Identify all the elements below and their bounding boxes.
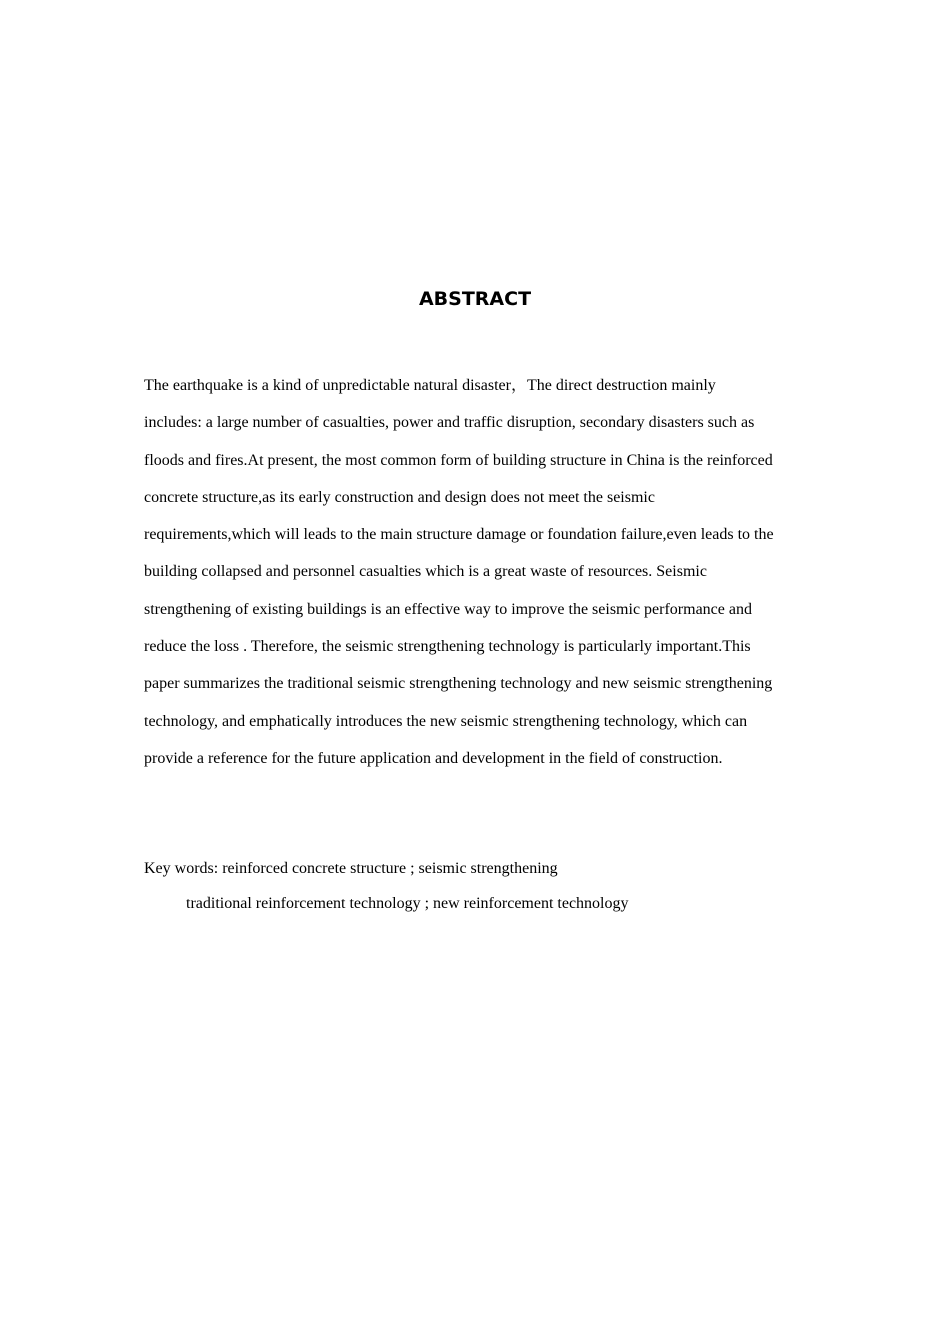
abstract-title: ABSTRACT [418, 288, 532, 310]
abstract-line: provide a reference for the future application and development in the field of construction. [144, 749, 723, 767]
keywords-block [144, 857, 814, 927]
abstract-line: strengthening of existing buildings is an effective way to improve the seismic performance and [144, 600, 752, 618]
abstract-line: includes: a large number of casualties, power and traffic disruption, secondary disasters such as [144, 414, 755, 432]
abstract-line: paper summarizes the traditional seismic strengthening technology and new seismic strengthening [144, 675, 773, 693]
abstract-line: floods and fires.At present, the most common form of building structure in China is the reinforced [144, 451, 773, 469]
abstract-line: requirements,which will leads to the main structure damage or foundation failure,even leads to the [144, 526, 774, 544]
abstract-line: building collapsed and personnel casualties which is a great waste of resources. Seismic [144, 563, 707, 581]
keywords-line-1: Key words: reinforced concrete structure ; seismic strengthening [144, 860, 558, 877]
keywords-line-2: traditional reinforcement technology ; new reinforcement technology [186, 895, 629, 912]
abstract-line: The earthquake is a kind of unpredictable natural disaster，The direct destruction mainly [144, 377, 716, 394]
abstract-body [144, 374, 814, 784]
abstract-line: concrete structure,as its early construction and design does not meet the seismic [144, 488, 655, 506]
abstract-line: reduce the loss . Therefore, the seismic strengthening technology is particularly important.This [144, 638, 751, 656]
abstract-line: technology, and emphatically introduces the new seismic strengthening technology, which can [144, 712, 748, 730]
